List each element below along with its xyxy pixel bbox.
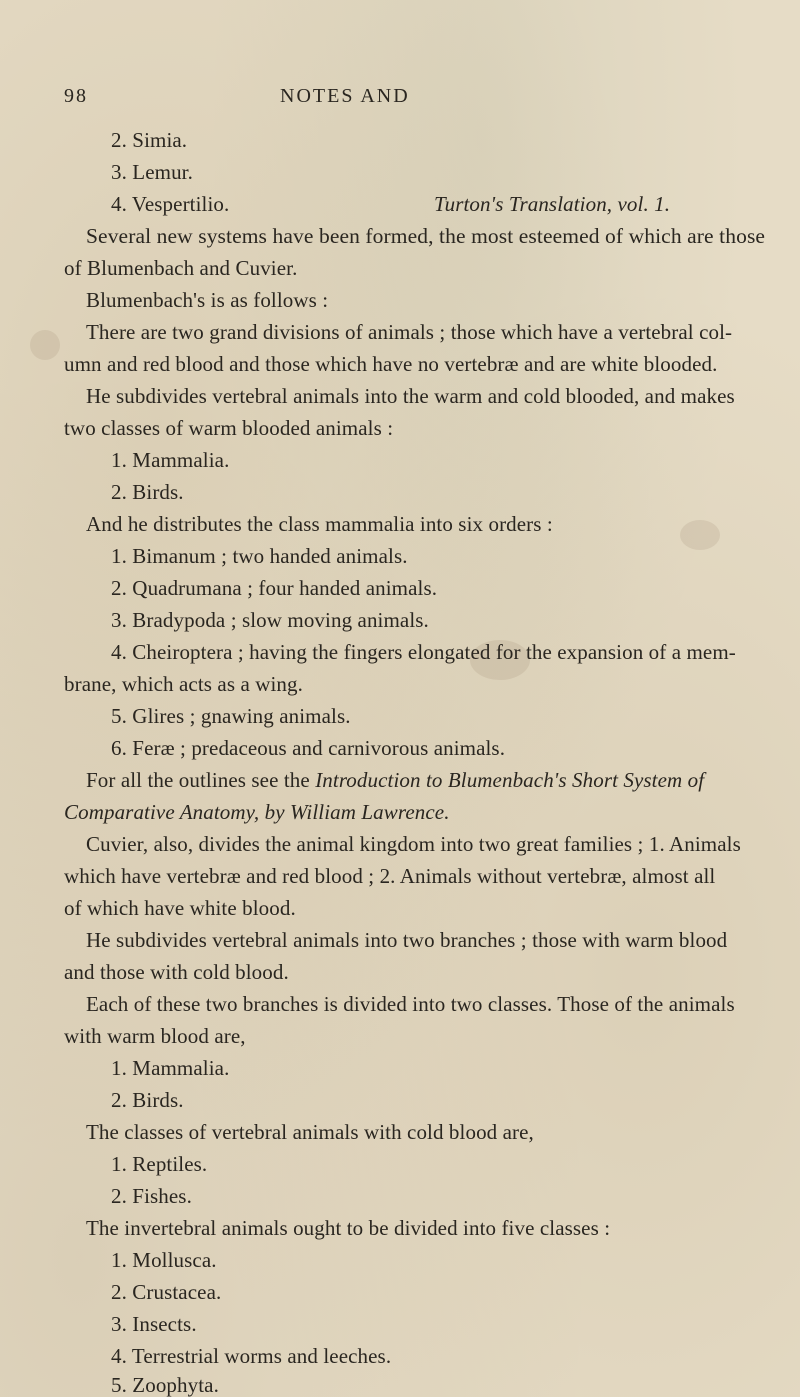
text-line: with warm blood are,	[64, 1024, 246, 1048]
text-line: 3. Lemur.	[111, 160, 193, 184]
text-line: 1. Mammalia.	[111, 448, 230, 472]
text-line	[86, 768, 704, 792]
running-title: NOTES AND	[280, 85, 410, 107]
text-line: of which have white blood.	[64, 896, 296, 920]
text-line: 5. Glires ; gnawing animals.	[111, 704, 351, 728]
paper-stain	[30, 330, 60, 360]
text-line: 3. Insects.	[111, 1312, 197, 1336]
text-line: 5. Zoophyta.	[111, 1373, 219, 1397]
text-line: 6. Feræ ; predaceous and carnivorous animals.	[111, 736, 506, 760]
text-line: And he distributes the class mammalia into six orders :	[86, 512, 553, 536]
text-line: 1. Mollusca.	[111, 1248, 217, 1272]
page-number: 98	[64, 85, 88, 107]
text-line: He subdivides vertebral animals into the warm and cold blooded, and makes	[86, 384, 735, 408]
text-line: 3. Bradypoda ; slow moving animals.	[111, 608, 429, 632]
text-line: 2. Quadrumana ; four handed animals.	[111, 576, 438, 600]
text-line: and those with cold blood.	[64, 960, 289, 984]
book-title: Introduction to Blumenbach's Short System of	[315, 768, 705, 792]
text-line: 2. Birds.	[111, 1088, 184, 1112]
text-line: 2. Birds.	[111, 480, 184, 504]
book-title-continued: Comparative Anatomy, by William Lawrence.	[64, 800, 450, 824]
paper-stain	[680, 520, 720, 550]
text-line: 1. Mammalia.	[111, 1056, 230, 1080]
text-line: The classes of vertebral animals with cold blood are,	[86, 1120, 534, 1144]
text-line: Cuvier, also, divides the animal kingdom into two great families ; 1. Animals	[86, 832, 741, 856]
text-segment: For all the outlines see the	[86, 768, 316, 792]
text-line: which have vertebræ and red blood ; 2. Animals without vertebræ, almost all	[64, 864, 716, 888]
text-line: The invertebral animals ought to be divided into five classes :	[86, 1216, 611, 1240]
text-line: 4. Vespertilio.	[111, 192, 230, 216]
text-line: Each of these two branches is divided into two classes. Those of the animals	[86, 992, 735, 1016]
text-line: Several new systems have been formed, the most esteemed of which are those	[86, 224, 766, 248]
text-line: He subdivides vertebral animals into two branches ; those with warm blood	[86, 928, 728, 952]
text-line: 2. Simia.	[111, 128, 188, 152]
citation: Turton's Translation, vol. 1.	[434, 192, 671, 216]
text-line: 2. Crustacea.	[111, 1280, 222, 1304]
text-line: 4. Cheiroptera ; having the fingers elongated for the expansion of a mem-	[111, 640, 736, 664]
text-line: 1. Bimanum ; two handed animals.	[111, 544, 408, 568]
text-line: brane, which acts as a wing.	[64, 672, 303, 696]
text-line: 2. Fishes.	[111, 1184, 192, 1208]
text-line: two classes of warm blooded animals :	[64, 416, 394, 440]
text-line: Blumenbach's is as follows :	[86, 288, 329, 312]
text-line: of Blumenbach and Cuvier.	[64, 256, 298, 280]
text-line: umn and red blood and those which have no vertebræ and are white blooded.	[64, 352, 718, 376]
text-line: 1. Reptiles.	[111, 1152, 208, 1176]
text-line: 4. Terrestrial worms and leeches.	[111, 1344, 392, 1368]
text-line: There are two grand divisions of animals ; those which have a vertebral col-	[86, 320, 733, 344]
